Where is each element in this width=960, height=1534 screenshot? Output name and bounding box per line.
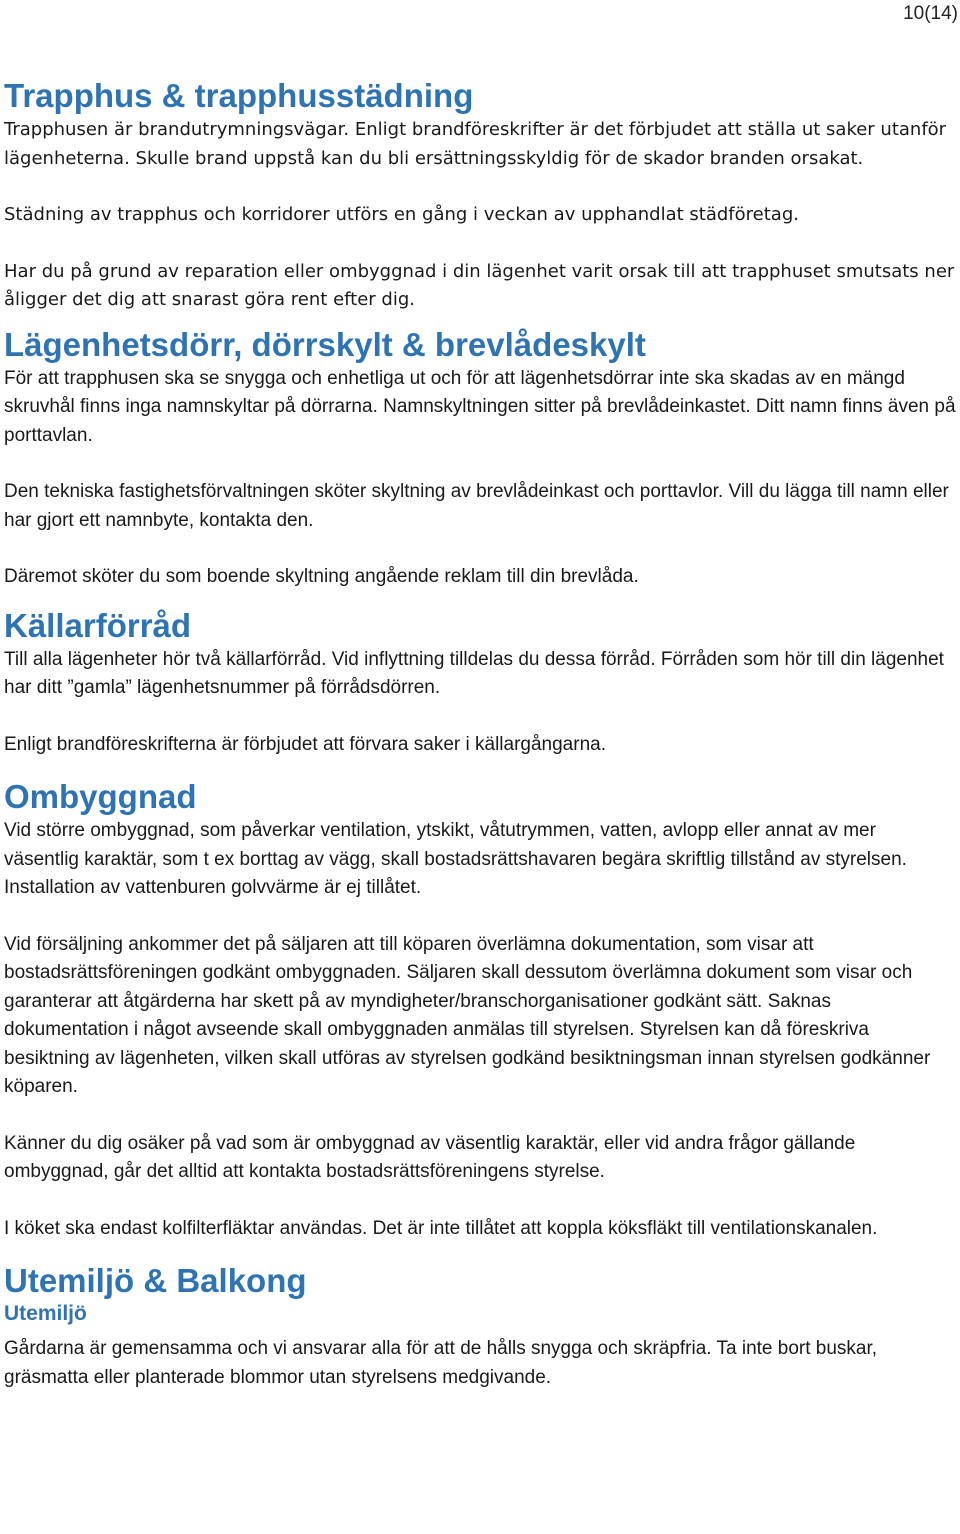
paragraph: Trapphusen är brandutrymningsvägar. Enligt brandföreskrifter är det förbjudet att ställa ut saker utanför lägenheterna. Skulle brand uppstå kan du bli ersättningsskyldig för de skador branden orsakat. xyxy=(4,119,947,169)
section-kallarforrad xyxy=(4,606,956,760)
paragraph: Till alla lägenheter hör två källarförråd. Vid inflyttning tilldelas du dessa förråd. Förråden som hör till din lägenhet har ditt ”gamla” lägenhetsnummer på förrådsdörren. xyxy=(4,648,944,698)
paragraph: Har du på grund av reparation eller ombyggnad i din lägenhet varit orsak till att trapphuset smutsats ner åligger det dig att snarast göra rent efter dig. xyxy=(4,260,955,310)
paragraph: Städning av trapphus och korridorer utförs en gång i veckan av upphandlat städföretag. xyxy=(4,204,799,225)
section-heading: Lägenhetsdörr, dörrskylt & brevlådeskylt xyxy=(4,325,646,363)
paragraph: I köket ska endast kolfilterfläktar användas. Det är inte tillåtet att koppla köksfläkt till ventilationskanalen. xyxy=(4,1217,878,1239)
section-heading: Källarförråd xyxy=(4,606,192,644)
section-heading: Utemiljö & Balkong xyxy=(4,1262,307,1299)
section-heading: Ombyggnad xyxy=(4,778,197,815)
section-trapphus xyxy=(4,76,956,315)
paragraph: Vid försäljning ankommer det på säljaren att till köparen överlämna dokumentation, som visar att bostadsrättsföreningen godkänt ombyggnaden. Säljaren skall dessutom överlämna dokument som visar och garanterar att åtgärderna har skett på av myndigheter/branschorganisationer godkänt sätt. Saknas dokumentation i något avseende skall ombyggnaden anmälas till styrelsen. Styrelsen kan då föreskriva besiktning av lägenheten, vilken skall utföras av styrelsen godkänd besiktningsman innan styrelsen godkänner köparen. xyxy=(4,933,931,1097)
paragraph: Vid större ombyggnad, som påverkar ventilation, ytskikt, våtutrymmen, vatten, avlopp eller annat av mer väsentlig karaktär, som t ex borttag av vägg, skall bostadsrättshavaren begära skriftlig tillstånd av styrelsen. Installation av vattenburen golvvärme är ej tillåtet. xyxy=(4,820,907,898)
section-utemiljo-balkong xyxy=(4,1261,956,1392)
paragraph: Den tekniska fastighetsförvaltningen sköter skyltning av brevlådeinkast och porttavlor. Vill du lägga till namn eller har gjort ett namnbyte, kontakta den. xyxy=(4,481,949,531)
document-body xyxy=(4,76,956,1392)
paragraph: Gårdarna är gemensamma och vi ansvarar alla för att de hålls snygga och skräpfria. Ta inte bort buskar, gräsmatta eller planterade blommor utan styrelsens medgivande. xyxy=(4,1338,878,1388)
paragraph: Däremot sköter du som boende skyltning angående reklam till din brevlåda. xyxy=(4,566,639,587)
section-lagenhetsdorr xyxy=(4,325,956,592)
section-subheading: Utemiljö xyxy=(4,1302,87,1325)
page-number: 10(14) xyxy=(903,3,958,24)
section-ombyggnad xyxy=(4,777,956,1243)
paragraph: Känner du dig osäker på vad som är ombyggnad av väsentlig karaktär, eller vid andra frågor gällande ombyggnad, går det alltid att kontakta bostadsrättsföreningens styrelse. xyxy=(4,1132,856,1182)
section-heading: Trapphus & trapphusstädning xyxy=(4,77,474,114)
paragraph: Enligt brandföreskrifterna är förbjudet att förvara saker i källargångarna. xyxy=(4,733,606,755)
paragraph: För att trapphusen ska se snygga och enhetliga ut och för att lägenhetsdörrar inte ska skadas av en mängd skruvhål finns inga namnskyltar på dörrarna. Namnskyltningen sitter på brevlådeinkastet. Ditt namn finns även på porttavlan. xyxy=(4,367,956,446)
